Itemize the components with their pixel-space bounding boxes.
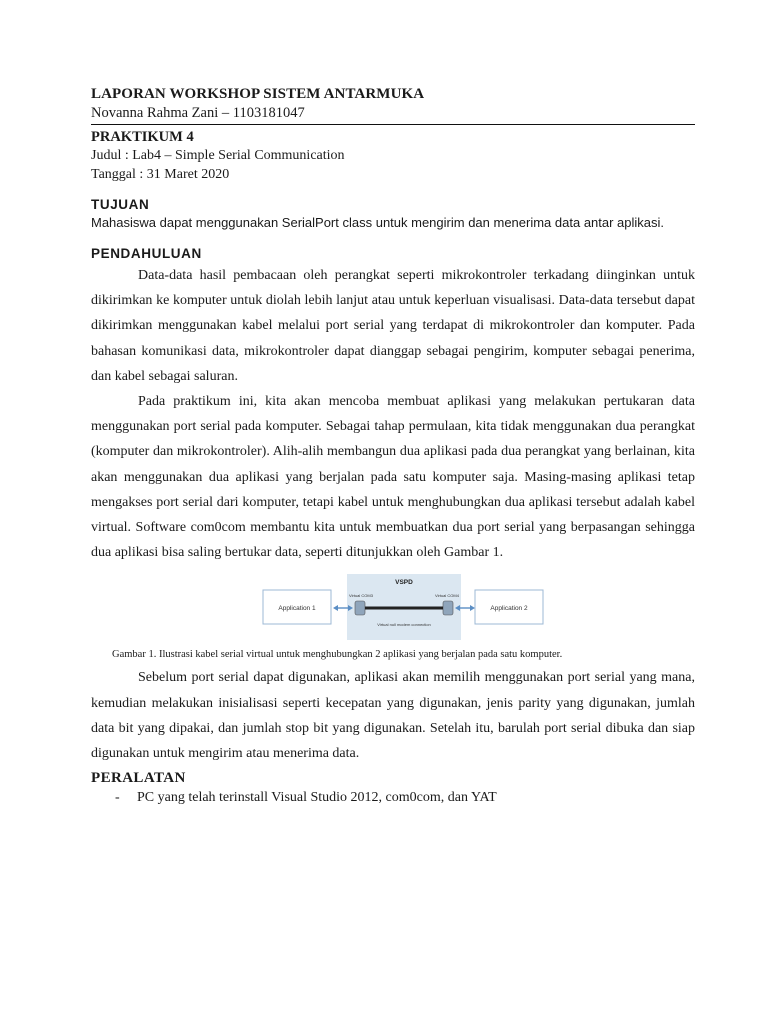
author-line: Novanna Rahma Zani – 1103181047 [91,104,695,125]
pendahuluan-heading: PENDAHULUAN [91,246,202,261]
judul-line: Judul : Lab4 – Simple Serial Communication [91,148,345,163]
application-2-label: Application 2 [490,605,528,613]
cable-label: Virtual null modem connection [377,622,431,628]
praktikum-heading: PRAKTIKUM 4 [91,129,194,145]
arrow-right-head-b-icon [470,605,475,611]
com-right-label: Virtual COM4 [435,593,459,599]
report-title: LAPORAN WORKSHOP SISTEM ANTARMUKA [91,86,425,102]
list-item-text: PC yang telah terinstall Visual Studio 2012, com0com, dan YAT [137,790,497,806]
serial-diagram [261,574,547,640]
connector-right-icon [443,601,453,615]
tujuan-heading: TUJUAN [91,197,150,212]
figure-1 [261,574,547,640]
vspd-label: VSPD [395,579,413,587]
dash-bullet: - [115,790,120,806]
peralatan-heading: PERALATAN [91,770,186,787]
figure-caption: Gambar 1. Ilustrasi kabel serial virtual untuk menghubungkan 2 aplikasi yang berjalan pada satu komputer. [112,649,563,661]
arrow-left-head-a-icon [333,605,338,611]
connector-left-icon [355,601,365,615]
list-item [91,788,695,807]
tujuan-body: Mahasiswa dapat menggunakan SerialPort class untuk mengirim dan menerima data antar aplikasi. [91,215,665,230]
paragraph-3: Sebelum port serial dapat digunakan, aplikasi akan memilih menggunakan port serial yang mana, kemudian melakukan inisialisasi seperti kecepatan yang digunakan, jenis parity yang digunakan, jumlah data bit yang dipakai, dan jumlah stop bit yang digunakan. Setelah itu, barulah port serial dibuka dan siap digunakan untuk mengirim atau menerima data. [91,670,695,762]
application-1-label: Application 1 [278,605,316,613]
document-page [91,84,695,807]
com-left-label: Virtual COM3 [349,593,373,599]
paragraph-1: Data-data hasil pembacaan oleh perangkat seperti mikrokontroler terkadang diinginkan untuk dikirimkan ke komputer untuk diolah lebih lanjut atau untuk keperluan visualisasi. Data-data tersebut dapat dikirimkan menggunakan kabel melalui port serial yang terdapat di mikrokontroler dan komputer. Pada bahasan komunikasi data, mikrokontroler dapat dianggap sebagai pengirim, komputer sebagai penerima, dan kabel sebagai saluran. [91,268,695,384]
tanggal-line: Tanggal : 31 Maret 2020 [91,167,230,182]
paragraph-2: Pada praktikum ini, kita akan mencoba membuat aplikasi yang melakukan pertukaran data menggunakan port serial pada komputer. Sebagai tahap permulaan, kita tidak menggunakan dua perangkat (komputer dan mikrokontroler). Alih-alih membangun dua aplikasi pada dua perangkat yang berlainan, kita akan menggunakan dua aplikasi yang berjalan pada satu komputer saja. Masing-masing aplikasi tetap mengakses port serial dari komputer, tetapi kabel untuk menghubungkan dua aplikasi tersebut adalah kabel virtual. Software com0com membantu kita untuk membuatkan dua port serial yang berpasangan sehingga dua aplikasi bisa saling bertukar data, seperti ditunjukkan oleh Gambar 1. [91,394,695,561]
